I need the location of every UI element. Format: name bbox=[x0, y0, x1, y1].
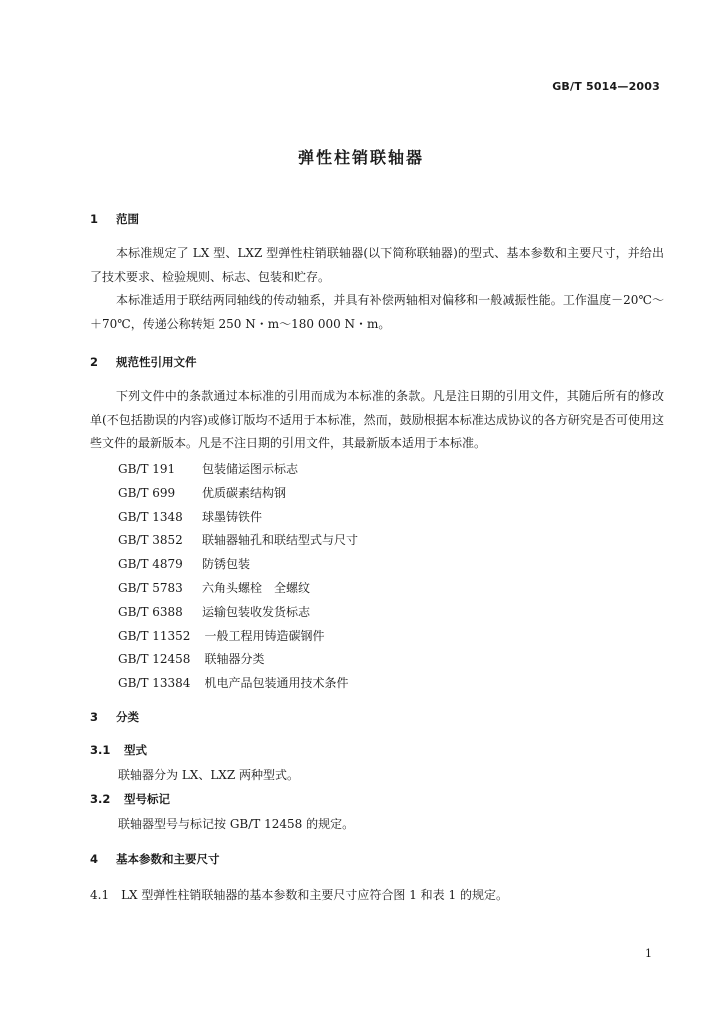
section-number: 1 bbox=[90, 212, 99, 226]
section-number: 4 bbox=[90, 852, 99, 866]
reference-code: GB/T 5783 bbox=[118, 581, 183, 595]
section-title: 型号标记 bbox=[124, 792, 170, 806]
reference-code: GB/T 11352 bbox=[118, 628, 191, 643]
section-number: 3.2 bbox=[90, 792, 111, 806]
reference-name: 机电产品包装通用技术条件 bbox=[204, 676, 349, 691]
reference-name: 优质碳素结构钢 bbox=[202, 485, 287, 500]
section-title: 范围 bbox=[116, 212, 139, 226]
reference-item bbox=[118, 484, 286, 501]
reference-item bbox=[118, 674, 348, 691]
reference-name: 防锈包装 bbox=[202, 557, 251, 572]
reference-name: 包装储运图示标志 bbox=[202, 462, 299, 476]
section-heading-4 bbox=[90, 851, 220, 867]
mark-text: 联轴器型号与标记按 GB/T 12458 的规定。 bbox=[118, 817, 355, 831]
section-number: 3.1 bbox=[90, 743, 111, 757]
section-heading-2 bbox=[90, 354, 197, 370]
type-text: 联轴器分为 LX、LXZ 两种型式。 bbox=[118, 768, 299, 782]
scope-paragraph-1: 本标准规定了 LX 型、LXZ 型弹性柱销联轴器(以下简称联轴器)的型式、基本参数和主要尺寸，并给出了技术要求、检验规则、标志、包装和贮存。 bbox=[90, 246, 664, 284]
section-heading-1 bbox=[90, 211, 139, 227]
reference-item bbox=[118, 603, 310, 620]
reference-name: 球墨铸铁件 bbox=[202, 509, 263, 524]
section-title: 规范性引用文件 bbox=[116, 355, 197, 369]
reference-item bbox=[118, 555, 250, 572]
section-number: 2 bbox=[90, 355, 99, 369]
reference-item bbox=[118, 579, 310, 596]
reference-item bbox=[118, 627, 324, 644]
params-clause-4-1: 4.1 LX 型弹性柱销联轴器的基本参数和主要尺寸应符合图 1 和表 1 的规定。 bbox=[90, 888, 508, 902]
reference-code: GB/T 12458 bbox=[118, 652, 191, 667]
standard-code: GB/T 5014—2003 bbox=[552, 80, 660, 93]
section-title: 分类 bbox=[116, 710, 139, 724]
section-heading-3-1 bbox=[90, 742, 147, 758]
section-title: 型式 bbox=[124, 743, 147, 757]
document-title: 弹性柱销联轴器 bbox=[297, 148, 424, 167]
section-number: 3 bbox=[90, 710, 99, 724]
reference-name: 一般工程用铸造碳钢件 bbox=[204, 628, 325, 643]
reference-code: GB/T 191 bbox=[118, 462, 176, 476]
page-number: 1 bbox=[645, 947, 652, 960]
reference-name: 六角头螺栓 全螺纹 bbox=[202, 581, 311, 595]
reference-code: GB/T 1348 bbox=[118, 509, 183, 524]
reference-item bbox=[118, 650, 264, 667]
reference-item bbox=[118, 460, 298, 477]
reference-code: GB/T 4879 bbox=[118, 557, 183, 572]
reference-name: 运输包装收发货标志 bbox=[202, 604, 311, 619]
reference-code: GB/T 3852 bbox=[118, 533, 183, 548]
reference-name: 联轴器轴孔和联结型式与尺寸 bbox=[202, 533, 359, 548]
scope-paragraph-2: 本标准适用于联结两同轴线的传动轴系，并具有补偿两轴相对偏移和一般减振性能。工作温度－20℃～＋70℃，传递公称转矩 250 N・m～180 000 N・m。 bbox=[90, 293, 664, 331]
section-heading-3-2 bbox=[90, 791, 170, 807]
reference-item bbox=[118, 508, 262, 525]
section-heading-3 bbox=[90, 709, 139, 725]
reference-code: GB/T 13384 bbox=[118, 676, 191, 691]
reference-code: GB/T 699 bbox=[118, 485, 176, 500]
reference-name: 联轴器分类 bbox=[204, 652, 265, 667]
references-intro-paragraph: 下列文件中的条款通过本标准的引用而成为本标准的条款。凡是注日期的引用文件，其随后所有的修改单(不包括勘误的内容)或修订版均不适用于本标准，然而，鼓励根据本标准达成协议的各方研究是否可使用这些文件的最新版本。凡是不注日期的引用文件，其最新版本适用于本标准。 bbox=[90, 389, 664, 450]
reference-code: GB/T 6388 bbox=[118, 604, 183, 619]
section-title: 基本参数和主要尺寸 bbox=[116, 852, 220, 866]
reference-item bbox=[118, 531, 358, 548]
